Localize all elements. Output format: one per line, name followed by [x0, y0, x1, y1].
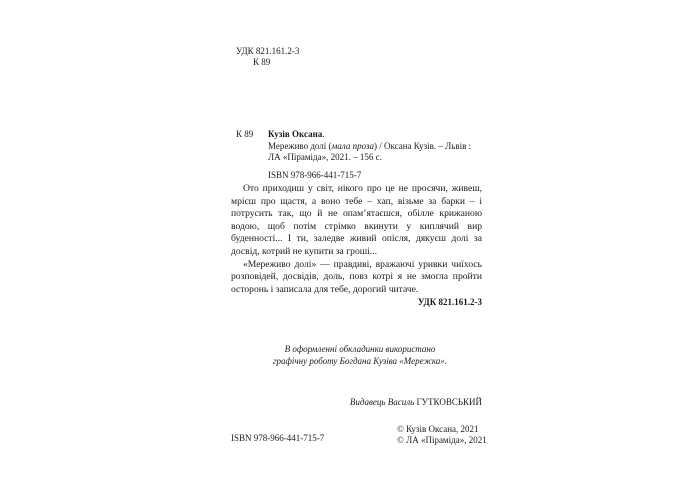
catalog-publisher-line: ЛА «Піраміда», 2021. – 156 с. — [268, 152, 382, 162]
catalog-author: Кузів Оксана — [268, 129, 323, 139]
catalog-subtitle: мала проза — [331, 140, 374, 151]
catalog-author-line: Кузів Оксана. — [268, 129, 325, 139]
top-udk — [236, 46, 299, 68]
author-sign: К 89 — [253, 57, 271, 67]
publisher-prefix: Видавець Василь — [349, 397, 417, 407]
catalog-entry — [268, 129, 486, 181]
publisher-line — [300, 397, 482, 408]
footer-copyright — [397, 424, 487, 446]
cover-note-line-1: В оформленні обкладинки використано — [284, 344, 436, 354]
cover-note — [240, 343, 480, 367]
catalog-title-line: Мереживо долі (мала проза) / Оксана Кузів. – Львів : — [268, 140, 472, 151]
publisher-name: ГУТКОВСЬКИЙ — [416, 397, 482, 407]
annotation-paragraph-2: «Мереживо долі» — правдиві, вражаючі уривки чиїхось розповідей, досвідів, доль, повз котрі я не змогла пройти осторонь і записала для тебе, дорогий читаче. — [231, 258, 482, 295]
annotation — [231, 183, 482, 309]
annotation-udk: УДК 821.161.2-3 — [417, 297, 482, 308]
copyright-publisher: © ЛА «Піраміда», 2021 — [397, 435, 487, 445]
catalog-isbn: ISBN 978-966-441-715-7 — [268, 169, 362, 180]
annotation-paragraph-1: Ото приходиш у світ, нікого про це не просячи, живеш, мрієш про щастя, а воно тебе – хап, візьме за барки – і потрусить так, що й не опам’ятаєшся, обілле крижаною водою, щоб потім стрімко вкинути у киплячий вир буденності... І ти, заледве живий опісля, дякуєш долі за досвід, котрий не купити за гроші... — [231, 183, 482, 257]
udk-code: УДК 821.161.2-3 — [236, 46, 300, 56]
copyright-author: © Кузів Оксана, 2021 — [397, 424, 479, 434]
footer-isbn: ISBN 978-966-441-715-7 — [231, 433, 325, 443]
catalog-sign: К 89 — [236, 129, 254, 139]
cover-note-line-2: графічну роботу Богдана Кузіва «Мережка». — [272, 356, 448, 366]
